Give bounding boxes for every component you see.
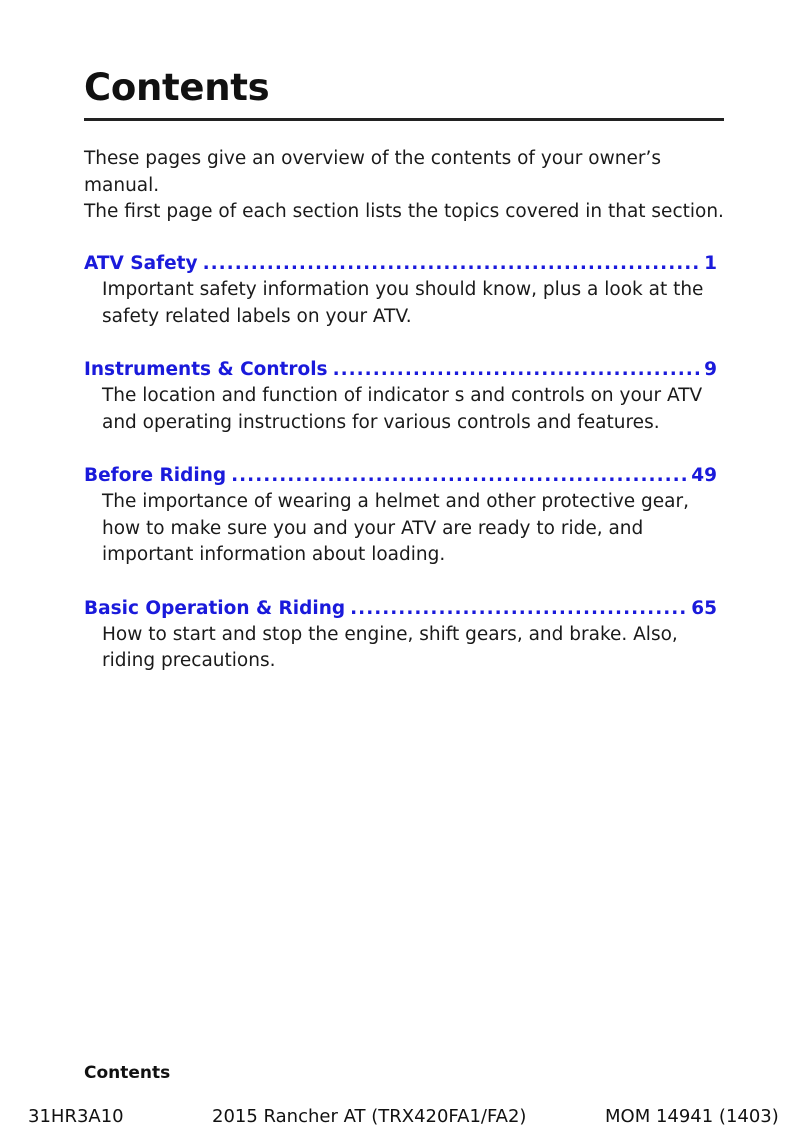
toc-leader-dots bbox=[333, 356, 702, 383]
toc-entry-instruments-controls bbox=[84, 356, 724, 436]
footer-section-label: Contents bbox=[84, 1063, 171, 1083]
toc-leader-dots bbox=[203, 250, 702, 277]
toc-entry-before-riding bbox=[84, 462, 724, 569]
footer-model: 2015 Rancher AT (TRX420FA1/FA2) bbox=[212, 1106, 527, 1127]
toc-entry-basic-operation bbox=[84, 595, 724, 675]
toc-entry-page: 49 bbox=[691, 465, 717, 486]
toc-link-basic-operation[interactable] bbox=[84, 595, 717, 622]
toc-leader-dots bbox=[231, 462, 688, 489]
toc-entry-title: ATV Safety bbox=[84, 253, 198, 274]
toc-leader-dots bbox=[350, 595, 688, 622]
toc-entry-title: Before Riding bbox=[84, 465, 227, 486]
toc-entry-title: Basic Operation & Riding bbox=[84, 597, 346, 619]
footer-doc-id: MOM 14941 (1403) bbox=[605, 1106, 779, 1127]
footer-code: 31HR3A10 bbox=[28, 1106, 124, 1127]
toc-entry-atv-safety bbox=[84, 250, 724, 330]
toc-entry-page: 9 bbox=[704, 359, 717, 380]
toc-entry-page: 1 bbox=[704, 253, 717, 274]
toc-entry-description: Important safety information you should know, plus a look at the safety related labels on your ATV. bbox=[102, 279, 704, 327]
toc-entry-page: 65 bbox=[691, 597, 717, 619]
toc-link-atv-safety[interactable] bbox=[84, 250, 717, 277]
toc-link-instruments-controls[interactable] bbox=[84, 356, 717, 383]
intro-line-1: These pages give an overview of the contents of your owner’s manual. bbox=[84, 148, 661, 196]
toc-entry-description: The importance of wearing a helmet and other protective gear, how to make sure you and your ATV are ready to ride, and important information about loading. bbox=[102, 491, 689, 565]
toc-link-before-riding[interactable] bbox=[84, 462, 717, 489]
toc-entry-description: The location and function of indicator s and controls on your ATV and operating instructions for various controls and features. bbox=[102, 385, 703, 433]
toc-entry-description: How to start and stop the engine, shift gears, and brake. Also, riding precautions. bbox=[102, 623, 678, 671]
page-title: Contents bbox=[84, 66, 270, 109]
intro-line-2: The first page of each section lists the topics covered in that section. bbox=[84, 201, 724, 222]
title-divider bbox=[84, 118, 724, 121]
toc-entry-title: Instruments & Controls bbox=[84, 359, 328, 380]
intro-text bbox=[84, 146, 724, 226]
table-of-contents bbox=[84, 250, 724, 701]
